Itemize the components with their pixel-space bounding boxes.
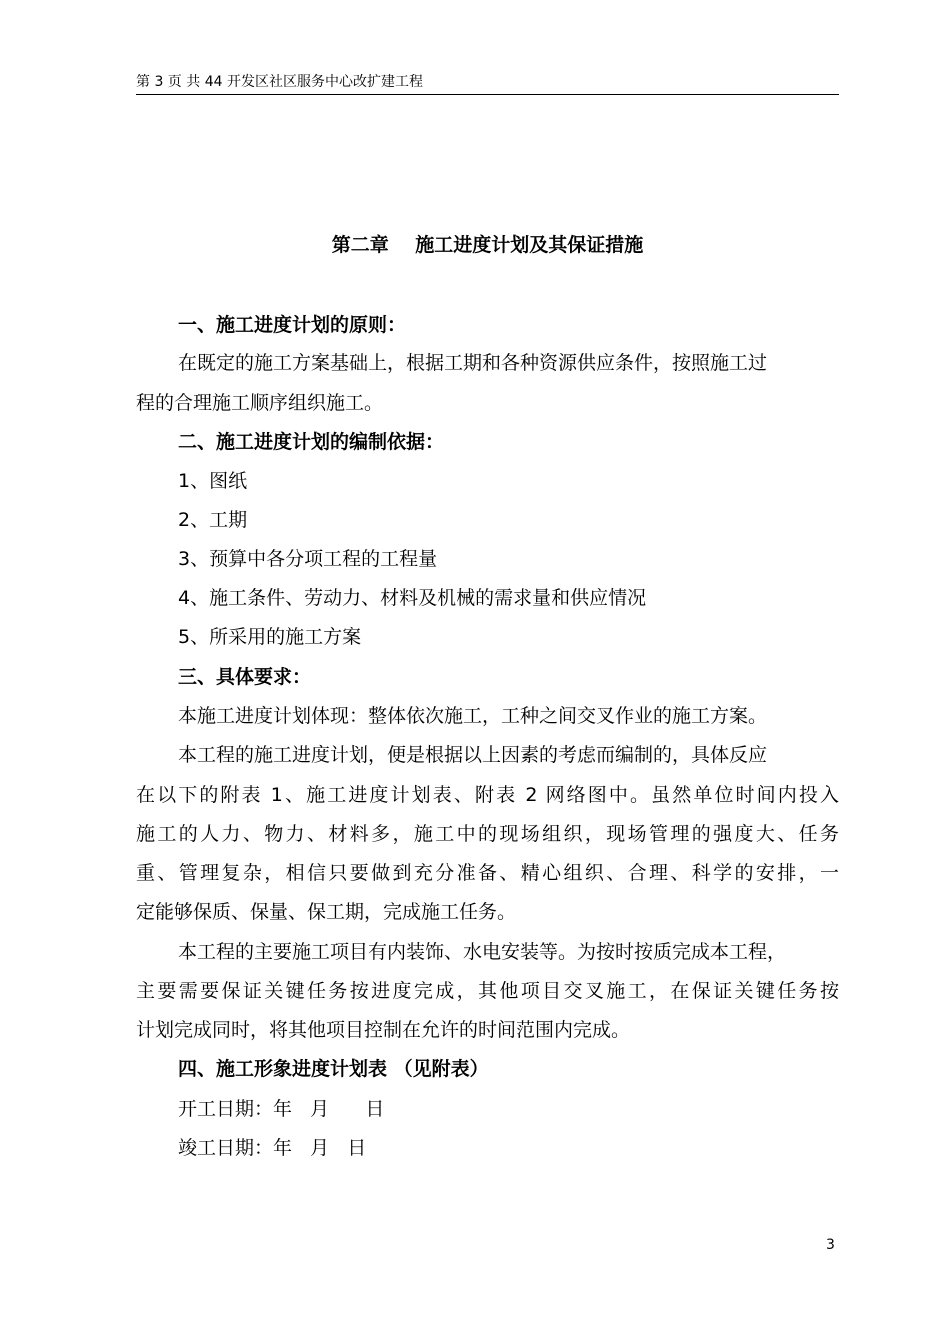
list-item-schedule: 2、工期 [178, 509, 248, 531]
start-date-line: 开工日期：年 月 日 [178, 1098, 385, 1120]
section-3-paragraph-line: 本工程的施工进度计划，便是根据以上因素的考虑而编制的，具体反应 [178, 744, 768, 766]
list-item-quantities: 3、预算中各分项工程的工程量 [178, 548, 438, 570]
page-header: 第 3 页 共 44 开发区社区服务中心改扩建工程 [136, 74, 423, 90]
section-3-paragraph-line: 在以下的附表 1、施工进度计划表、附表 2 网络图中。虽然单位时间内投入 [136, 784, 839, 806]
section-1-paragraph-line: 在既定的施工方案基础上，根据工期和各种资源供应条件，按照施工过 [178, 352, 768, 374]
section-1-paragraph-line: 程的合理施工顺序组织施工。 [136, 392, 384, 414]
section-1-heading: 一、施工进度计划的原则： [178, 314, 407, 336]
section-3-paragraph-line: 定能够保质、保量、保工期，完成施工任务。 [136, 901, 517, 923]
section-4-heading: 四、施工形象进度计划表 （见附表） [178, 1058, 489, 1080]
page-number: 3 [826, 1237, 835, 1253]
section-3-heading: 三、具体要求： [178, 666, 312, 688]
section-3-paragraph-line: 本工程的主要施工项目有内装饰、水电安装等。为按时按质完成本工程， [178, 941, 787, 963]
section-3-paragraph-line: 本施工进度计划体现：整体依次施工，工种之间交叉作业的施工方案。 [178, 705, 768, 727]
section-3-paragraph-line: 施工的人力、物力、材料多，施工中的现场组织，现场管理的强度大、任务 [136, 823, 839, 845]
completion-date-line: 竣工日期：年 月 日 [178, 1137, 367, 1159]
section-2-heading: 二、施工进度计划的编制依据： [178, 431, 445, 453]
section-3-paragraph-line: 重、管理复杂，相信只要做到充分准备、精心组织、合理、科学的安排，一 [136, 862, 839, 884]
header-divider [136, 94, 839, 95]
section-3-paragraph-line: 计划完成同时，将其他项目控制在允许的时间范围内完成。 [136, 1019, 631, 1041]
list-item-scheme: 5、所采用的施工方案 [178, 626, 362, 648]
chapter-title: 第二章 施工进度计划及其保证措施 [331, 234, 644, 256]
list-item-drawings: 1、图纸 [178, 470, 248, 492]
list-item-conditions: 4、施工条件、劳动力、材料及机械的需求量和供应情况 [178, 587, 647, 609]
section-3-paragraph-line: 主要需要保证关键任务按进度完成，其他项目交叉施工，在保证关键任务按 [136, 980, 839, 1002]
